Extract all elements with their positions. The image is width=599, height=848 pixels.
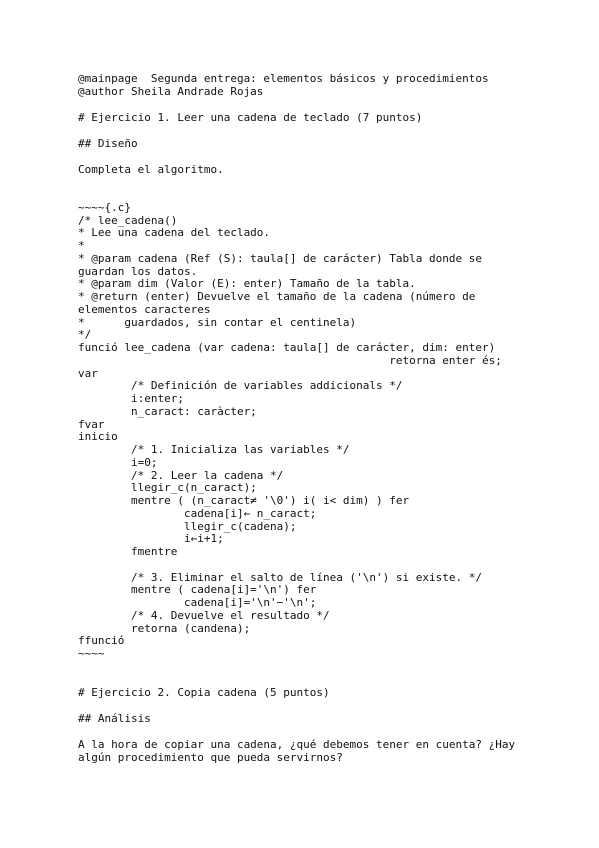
code-line: i=0; xyxy=(78,456,158,469)
code-line: elementos caracteres xyxy=(78,303,211,316)
code-line: * guardados, sin contar el centinela) xyxy=(78,316,357,329)
code-line: inicio xyxy=(78,430,118,443)
code-line: /* 2. Leer la cadena */ xyxy=(78,469,284,482)
code-line: /* 3. Eliminar el salto de línea ('\n') si existe. */ xyxy=(78,571,482,584)
code-line: n_caract: caràcter; xyxy=(78,405,257,418)
code-line: mentre ( cadena[i]='\n') fer xyxy=(78,583,317,596)
code-line: i:enter; xyxy=(78,392,184,405)
code-line: * xyxy=(78,239,85,252)
code-line: i←i+1; xyxy=(78,532,224,545)
code-line: llegir_c(n_caract); xyxy=(78,481,257,494)
code-line: cadena[i]← n_caract; xyxy=(78,507,317,520)
code-line: cadena[i]='\n'−'\n'; xyxy=(78,596,317,609)
mainpage-line: @mainpage Segunda entrega: elementos básicos y procedimientos xyxy=(78,72,489,85)
code-line: * @param cadena (Ref (S): taula[] de carácter) Tabla donde se xyxy=(78,252,482,265)
code-line: /* lee_cadena() xyxy=(78,214,178,227)
code-fence-close: ~~~~ xyxy=(78,647,105,660)
code-fence-open: ~~~~{.c} xyxy=(78,201,131,214)
code-line: * Lee una cadena del teclado. xyxy=(78,226,271,239)
code-line: retorna enter és; xyxy=(78,354,502,367)
code-line: var xyxy=(78,367,98,380)
analysis-subheading: ## Análisis xyxy=(78,712,151,725)
code-line: funció lee_cadena (var cadena: taula[] de carácter, dim: enter) xyxy=(78,341,496,354)
code-line: retorna (candena); xyxy=(78,622,251,635)
code-line: fvar xyxy=(78,418,105,431)
question-text: algún procedimiento que pueda servirnos? xyxy=(78,751,343,764)
design-subheading: ## Diseño xyxy=(78,137,138,150)
instruction-text: Completa el algoritmo. xyxy=(78,163,224,176)
question-text: A la hora de copiar una cadena, ¿qué debemos tener en cuenta? ¿Hay xyxy=(78,738,516,751)
code-line: * @param dim (Valor (E): enter) Tamaño de la tabla. xyxy=(78,277,416,290)
code-line: */ xyxy=(78,328,92,341)
code-line: ffunció xyxy=(78,634,125,647)
code-line: mentre ( (n_caract≠ '\0') i( i< dim) ) fer xyxy=(78,494,410,507)
code-line: /* Definición de variables addicionals */ xyxy=(78,379,403,392)
author-line: @author Sheila Andrade Rojas xyxy=(78,85,264,98)
code-line: * @return (enter) Devuelve el tamaño de la cadena (número de xyxy=(78,290,476,303)
code-line: /* 1. Inicializa las variables */ xyxy=(78,443,350,456)
code-line: llegir_c(cadena); xyxy=(78,520,297,533)
exercise-1-heading: # Ejercicio 1. Leer una cadena de teclado (7 puntos) xyxy=(78,111,423,124)
code-line: guardan los datos. xyxy=(78,265,198,278)
exercise-2-heading: # Ejercicio 2. Copia cadena (5 puntos) xyxy=(78,686,330,699)
code-line: /* 4. Devuelve el resultado */ xyxy=(78,609,330,622)
code-line: fmentre xyxy=(78,545,178,558)
